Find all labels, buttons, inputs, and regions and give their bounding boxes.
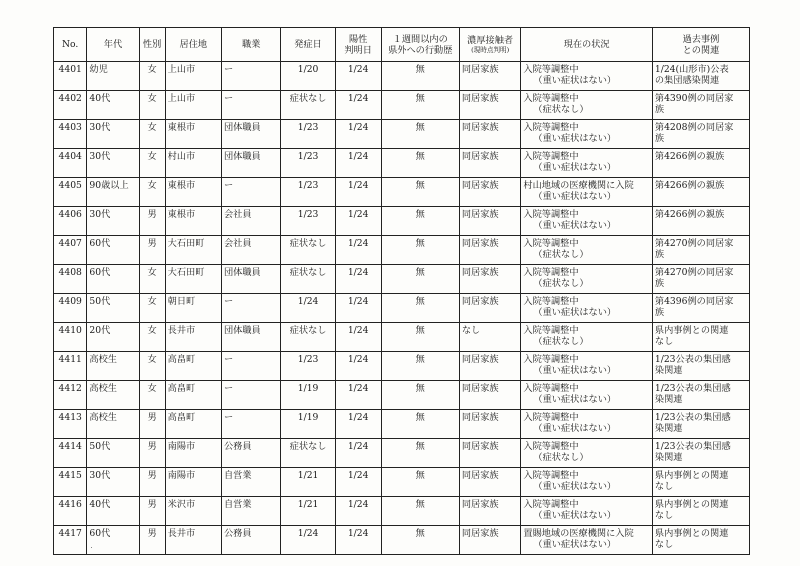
- cell-sex: 男: [139, 468, 165, 497]
- cell-occupation: 団体職員: [221, 323, 280, 352]
- cell-sex: 女: [139, 265, 165, 294]
- cell-occupation: 会社員: [221, 236, 280, 265]
- cell-status: [521, 207, 652, 236]
- cell-contact: なし: [459, 323, 521, 352]
- cell-confirmed: 1/24: [335, 178, 381, 207]
- history-line: 1/24(山形市)公表: [654, 64, 729, 75]
- history-line: なし: [654, 539, 674, 550]
- status-line: 入院等調整中: [523, 151, 579, 162]
- cell-travel: 無: [381, 439, 459, 468]
- cell-no: 4411: [54, 352, 87, 381]
- history-line: 1/23公表の集団感: [654, 441, 731, 452]
- cell-no: 4407: [54, 236, 87, 265]
- cell-history: [652, 294, 749, 323]
- cell-sex: 女: [139, 149, 165, 178]
- cell-status: [521, 352, 652, 381]
- table-row: [54, 120, 750, 149]
- cell-occupation: ー: [221, 178, 280, 207]
- cell-contact: 同居家族: [459, 120, 521, 149]
- history-line: 染関連: [654, 452, 683, 463]
- cell-onset: 症状なし: [281, 323, 335, 352]
- cell-contact: 同居家族: [459, 149, 521, 178]
- cell-status: [521, 381, 652, 410]
- cell-onset: 症状なし: [281, 439, 335, 468]
- cell-age: 高校生: [87, 410, 139, 439]
- history-line: 染関連: [654, 394, 683, 405]
- table-row: [54, 294, 750, 323]
- cell-sex: 男: [139, 497, 165, 526]
- cell-history: [652, 265, 749, 294]
- header-confirmed-line1: 陽性: [348, 33, 368, 45]
- history-line: 第4266例の親族: [654, 180, 725, 191]
- cell-contact: 同居家族: [459, 526, 521, 555]
- status-line: 入院等調整中: [523, 354, 579, 365]
- cell-age: 幼児: [87, 62, 139, 91]
- cell-no: 4409: [54, 294, 87, 323]
- history-line: 1/23公表の集団感: [654, 354, 731, 365]
- cell-occupation: ー: [221, 62, 280, 91]
- history-line: 染関連: [654, 365, 683, 376]
- history-line: 県内事例との関連: [654, 325, 729, 336]
- history-line: 族: [654, 278, 665, 289]
- table-row: [54, 439, 750, 468]
- cell-history: [652, 352, 749, 381]
- cell-age: 30代: [87, 149, 139, 178]
- history-line: なし: [654, 481, 674, 492]
- header-status: 現在の状況: [521, 28, 652, 62]
- table-body: [54, 62, 750, 555]
- cell-history: [652, 410, 749, 439]
- cell-onset: 1/21: [281, 497, 335, 526]
- cell-contact: 同居家族: [459, 178, 521, 207]
- header-residence: 居住地: [165, 28, 221, 62]
- cell-status: [521, 91, 652, 120]
- cell-residence: 長井市: [165, 323, 221, 352]
- cell-confirmed: 1/24: [335, 323, 381, 352]
- history-line: 第4208例の同居家: [654, 122, 734, 133]
- cell-status: [521, 265, 652, 294]
- header-travel-line2: 県外への行動歴: [388, 44, 453, 56]
- cell-no: 4415: [54, 468, 87, 497]
- cell-occupation: 団体職員: [221, 265, 280, 294]
- history-line: 第4390例の同居家: [654, 93, 734, 104]
- cell-sex: 女: [139, 352, 165, 381]
- cell-status: [521, 120, 652, 149]
- table-row: [54, 526, 750, 555]
- cell-age: 50代: [87, 439, 139, 468]
- table-row: [54, 468, 750, 497]
- history-line: 族: [654, 133, 665, 144]
- cell-confirmed: 1/24: [335, 120, 381, 149]
- cell-age: 40代: [87, 497, 139, 526]
- case-table: [53, 27, 750, 555]
- cell-confirmed: 1/24: [335, 294, 381, 323]
- cell-travel: 無: [381, 294, 459, 323]
- header-no: No.: [54, 28, 87, 62]
- cell-no: 4413: [54, 410, 87, 439]
- header-confirmed-line2: 判明日: [344, 44, 372, 56]
- header-age: 年代: [87, 28, 139, 62]
- cell-confirmed: 1/24: [335, 149, 381, 178]
- cell-status: [521, 497, 652, 526]
- status-detail: （重い症状はない）: [533, 191, 617, 202]
- status-line: 入院等調整中: [523, 238, 579, 249]
- cell-residence: 東根市: [165, 120, 221, 149]
- history-line: 第4270例の同居家: [654, 238, 734, 249]
- header-history: [652, 28, 749, 62]
- cell-residence: 高畠町: [165, 410, 221, 439]
- history-line: 1/23公表の集団感: [654, 383, 731, 394]
- cell-residence: 米沢市: [165, 497, 221, 526]
- cell-residence: 大石田町: [165, 265, 221, 294]
- cell-occupation: ー: [221, 91, 280, 120]
- status-detail: （重い症状はない）: [533, 394, 617, 405]
- header-history-line2: との関連: [682, 44, 720, 56]
- cell-no: 4417: [54, 526, 87, 555]
- cell-age: 20代: [87, 323, 139, 352]
- header-confirmed: [335, 28, 381, 62]
- history-line: の集団感染関連: [654, 75, 720, 86]
- cell-history: [652, 149, 749, 178]
- cell-no: 4410: [54, 323, 87, 352]
- cell-no: 4405: [54, 178, 87, 207]
- cell-residence: 高畠町: [165, 352, 221, 381]
- status-detail: （症状なし）: [533, 104, 589, 115]
- cell-contact: 同居家族: [459, 468, 521, 497]
- cell-history: [652, 91, 749, 120]
- cell-travel: 無: [381, 497, 459, 526]
- cell-travel: 無: [381, 178, 459, 207]
- cell-status: [521, 178, 652, 207]
- history-line: 県内事例との関連: [654, 470, 729, 481]
- cell-sex: 女: [139, 294, 165, 323]
- cell-sex: 女: [139, 62, 165, 91]
- cell-history: [652, 207, 749, 236]
- cell-confirmed: 1/24: [335, 91, 381, 120]
- status-detail: （重い症状はない）: [533, 539, 617, 550]
- cell-status: [521, 236, 652, 265]
- cell-contact: 同居家族: [459, 265, 521, 294]
- status-detail: （重い症状はない）: [533, 510, 617, 521]
- cell-confirmed: 1/24: [335, 410, 381, 439]
- status-line: 入院等調整中: [523, 296, 579, 307]
- cell-contact: 同居家族: [459, 207, 521, 236]
- status-line: 入院等調整中: [523, 93, 579, 104]
- cell-sex: 女: [139, 91, 165, 120]
- cell-history: [652, 497, 749, 526]
- cell-confirmed: 1/24: [335, 526, 381, 555]
- cell-travel: 無: [381, 526, 459, 555]
- cell-onset: 1/21: [281, 468, 335, 497]
- status-line: 置賜地域の医療機関に入院: [523, 528, 634, 539]
- table-row: [54, 352, 750, 381]
- cell-onset: 1/19: [281, 381, 335, 410]
- header-contact: [459, 28, 521, 62]
- header-sex: 性別: [139, 28, 165, 62]
- cell-travel: 無: [381, 207, 459, 236]
- cell-sex: 女: [139, 323, 165, 352]
- table-row: [54, 410, 750, 439]
- cell-history: [652, 120, 749, 149]
- cell-occupation: 団体職員: [221, 120, 280, 149]
- cell-age: 30代: [87, 468, 139, 497]
- cell-status: [521, 149, 652, 178]
- cell-confirmed: 1/24: [335, 439, 381, 468]
- cell-residence: 上山市: [165, 91, 221, 120]
- history-line: なし: [654, 510, 674, 521]
- cell-onset: 症状なし: [281, 236, 335, 265]
- cell-residence: 東根市: [165, 178, 221, 207]
- scan-speck: [91, 547, 92, 548]
- status-line: 村山地域の医療機関に入院: [523, 180, 634, 191]
- header-travel-line1: １週間以内の: [392, 33, 448, 45]
- cell-travel: 無: [381, 149, 459, 178]
- history-line: 1/23公表の集団感: [654, 412, 731, 423]
- header-travel: [381, 28, 459, 62]
- cell-onset: 症状なし: [281, 265, 335, 294]
- cell-residence: 大石田町: [165, 236, 221, 265]
- cell-confirmed: 1/24: [335, 497, 381, 526]
- header-contact-line1: 濃厚接触者: [467, 34, 514, 46]
- cell-sex: 女: [139, 381, 165, 410]
- cell-contact: 同居家族: [459, 439, 521, 468]
- cell-no: 4414: [54, 439, 87, 468]
- cell-sex: 女: [139, 120, 165, 149]
- cell-onset: 1/24: [281, 294, 335, 323]
- cell-history: [652, 236, 749, 265]
- table-row: [54, 178, 750, 207]
- history-line: 県内事例との関連: [654, 499, 729, 510]
- cell-age: 60代: [87, 265, 139, 294]
- history-line: 族: [654, 307, 665, 318]
- history-line: 県内事例との関連: [654, 528, 729, 539]
- cell-confirmed: 1/24: [335, 62, 381, 91]
- cell-status: [521, 410, 652, 439]
- cell-history: [652, 468, 749, 497]
- cell-no: 4406: [54, 207, 87, 236]
- status-line: 入院等調整中: [523, 267, 579, 278]
- cell-travel: 無: [381, 410, 459, 439]
- status-detail: （重い症状はない）: [533, 365, 617, 376]
- cell-status: [521, 323, 652, 352]
- cell-age: 90歳以上: [87, 178, 139, 207]
- cell-onset: 1/23: [281, 120, 335, 149]
- table-row: [54, 62, 750, 91]
- status-line: 入院等調整中: [523, 122, 579, 133]
- cell-no: 4404: [54, 149, 87, 178]
- cell-travel: 無: [381, 323, 459, 352]
- table-row: [54, 497, 750, 526]
- cell-no: 4403: [54, 120, 87, 149]
- cell-confirmed: 1/24: [335, 468, 381, 497]
- cell-residence: 高畠町: [165, 381, 221, 410]
- cell-confirmed: 1/24: [335, 236, 381, 265]
- cell-no: 4401: [54, 62, 87, 91]
- cell-age: 60代: [87, 236, 139, 265]
- cell-travel: 無: [381, 236, 459, 265]
- status-detail: （重い症状はない）: [533, 307, 617, 318]
- table-row: [54, 265, 750, 294]
- cell-contact: 同居家族: [459, 236, 521, 265]
- cell-history: [652, 323, 749, 352]
- cell-history: [652, 62, 749, 91]
- cell-onset: 症状なし: [281, 91, 335, 120]
- cell-residence: 南陽市: [165, 468, 221, 497]
- status-line: 入院等調整中: [523, 383, 579, 394]
- cell-travel: 無: [381, 265, 459, 294]
- status-detail: （症状なし）: [533, 278, 589, 289]
- cell-residence: 朝日町: [165, 294, 221, 323]
- cell-travel: 無: [381, 352, 459, 381]
- cell-confirmed: 1/24: [335, 265, 381, 294]
- cell-history: [652, 526, 749, 555]
- cell-residence: 長井市: [165, 526, 221, 555]
- history-line: 族: [654, 104, 665, 115]
- history-line: 第4396例の同居家: [654, 296, 734, 307]
- status-line: 入院等調整中: [523, 441, 579, 452]
- cell-occupation: ー: [221, 381, 280, 410]
- cell-occupation: 公務員: [221, 526, 280, 555]
- cell-sex: 男: [139, 526, 165, 555]
- table-header: [54, 28, 750, 62]
- history-line: 第4266例の親族: [654, 151, 725, 162]
- table-row: [54, 236, 750, 265]
- cell-onset: 1/24: [281, 526, 335, 555]
- history-line: 族: [654, 249, 665, 260]
- cell-status: [521, 439, 652, 468]
- header-contact-line2: (現時点判明): [471, 45, 510, 54]
- cell-contact: 同居家族: [459, 381, 521, 410]
- cell-no: 4416: [54, 497, 87, 526]
- history-line: なし: [654, 336, 674, 347]
- cell-sex: 男: [139, 207, 165, 236]
- status-detail: （重い症状はない）: [533, 162, 617, 173]
- cell-onset: 1/23: [281, 352, 335, 381]
- table-row: [54, 381, 750, 410]
- status-detail: （重い症状はない）: [533, 75, 617, 86]
- cell-sex: 男: [139, 410, 165, 439]
- cell-age: 50代: [87, 294, 139, 323]
- status-line: 入院等調整中: [523, 325, 579, 336]
- case-table-sheet: [53, 27, 750, 555]
- status-line: 入院等調整中: [523, 64, 579, 75]
- cell-onset: 1/23: [281, 178, 335, 207]
- cell-age: 30代: [87, 207, 139, 236]
- status-detail: （症状なし）: [533, 452, 589, 463]
- cell-contact: 同居家族: [459, 62, 521, 91]
- cell-travel: 無: [381, 381, 459, 410]
- table-row: [54, 207, 750, 236]
- cell-travel: 無: [381, 91, 459, 120]
- cell-age: 30代: [87, 120, 139, 149]
- cell-status: [521, 294, 652, 323]
- cell-occupation: ー: [221, 352, 280, 381]
- status-line: 入院等調整中: [523, 499, 579, 510]
- cell-history: [652, 439, 749, 468]
- cell-contact: 同居家族: [459, 497, 521, 526]
- cell-confirmed: 1/24: [335, 352, 381, 381]
- status-detail: （重い症状はない）: [533, 220, 617, 231]
- cell-occupation: 公務員: [221, 439, 280, 468]
- cell-onset: 1/20: [281, 62, 335, 91]
- cell-occupation: 自営業: [221, 468, 280, 497]
- cell-travel: 無: [381, 468, 459, 497]
- cell-no: 4402: [54, 91, 87, 120]
- cell-status: [521, 62, 652, 91]
- cell-occupation: ー: [221, 410, 280, 439]
- header-occupation: 職業: [221, 28, 280, 62]
- status-line: 入院等調整中: [523, 470, 579, 481]
- history-line: 第4266例の親族: [654, 209, 725, 220]
- cell-onset: 1/23: [281, 149, 335, 178]
- cell-age: 高校生: [87, 352, 139, 381]
- cell-occupation: 会社員: [221, 207, 280, 236]
- header-onset: 発症日: [281, 28, 335, 62]
- cell-sex: 女: [139, 178, 165, 207]
- cell-travel: 無: [381, 62, 459, 91]
- table-row: [54, 149, 750, 178]
- table-row: [54, 323, 750, 352]
- cell-residence: 東根市: [165, 207, 221, 236]
- cell-occupation: ー: [221, 294, 280, 323]
- cell-onset: 1/23: [281, 207, 335, 236]
- cell-age: 高校生: [87, 381, 139, 410]
- cell-no: 4412: [54, 381, 87, 410]
- cell-occupation: 団体職員: [221, 149, 280, 178]
- history-line: 第4270例の同居家: [654, 267, 734, 278]
- cell-sex: 男: [139, 236, 165, 265]
- cell-confirmed: 1/24: [335, 207, 381, 236]
- cell-sex: 男: [139, 439, 165, 468]
- status-line: 入院等調整中: [523, 412, 579, 423]
- status-detail: （重い症状はない）: [533, 423, 617, 434]
- status-detail: （重い症状はない）: [533, 481, 617, 492]
- cell-residence: 上山市: [165, 62, 221, 91]
- cell-residence: 村山市: [165, 149, 221, 178]
- cell-status: [521, 526, 652, 555]
- status-detail: （症状なし）: [533, 336, 589, 347]
- table-row: [54, 91, 750, 120]
- history-line: 染関連: [654, 423, 683, 434]
- cell-contact: 同居家族: [459, 294, 521, 323]
- cell-contact: 同居家族: [459, 352, 521, 381]
- status-line: 入院等調整中: [523, 209, 579, 220]
- status-detail: （症状なし）: [533, 249, 589, 260]
- cell-confirmed: 1/24: [335, 381, 381, 410]
- cell-residence: 南陽市: [165, 439, 221, 468]
- cell-contact: 同居家族: [459, 410, 521, 439]
- cell-travel: 無: [381, 120, 459, 149]
- cell-age: 40代: [87, 91, 139, 120]
- status-detail: （重い症状はない）: [533, 133, 617, 144]
- header-history-line1: 過去事例: [682, 33, 720, 45]
- cell-history: [652, 381, 749, 410]
- cell-status: [521, 468, 652, 497]
- cell-contact: 同居家族: [459, 91, 521, 120]
- cell-age: 60代: [87, 526, 139, 555]
- cell-no: 4408: [54, 265, 87, 294]
- cell-occupation: 自営業: [221, 497, 280, 526]
- cell-onset: 1/19: [281, 410, 335, 439]
- cell-history: [652, 178, 749, 207]
